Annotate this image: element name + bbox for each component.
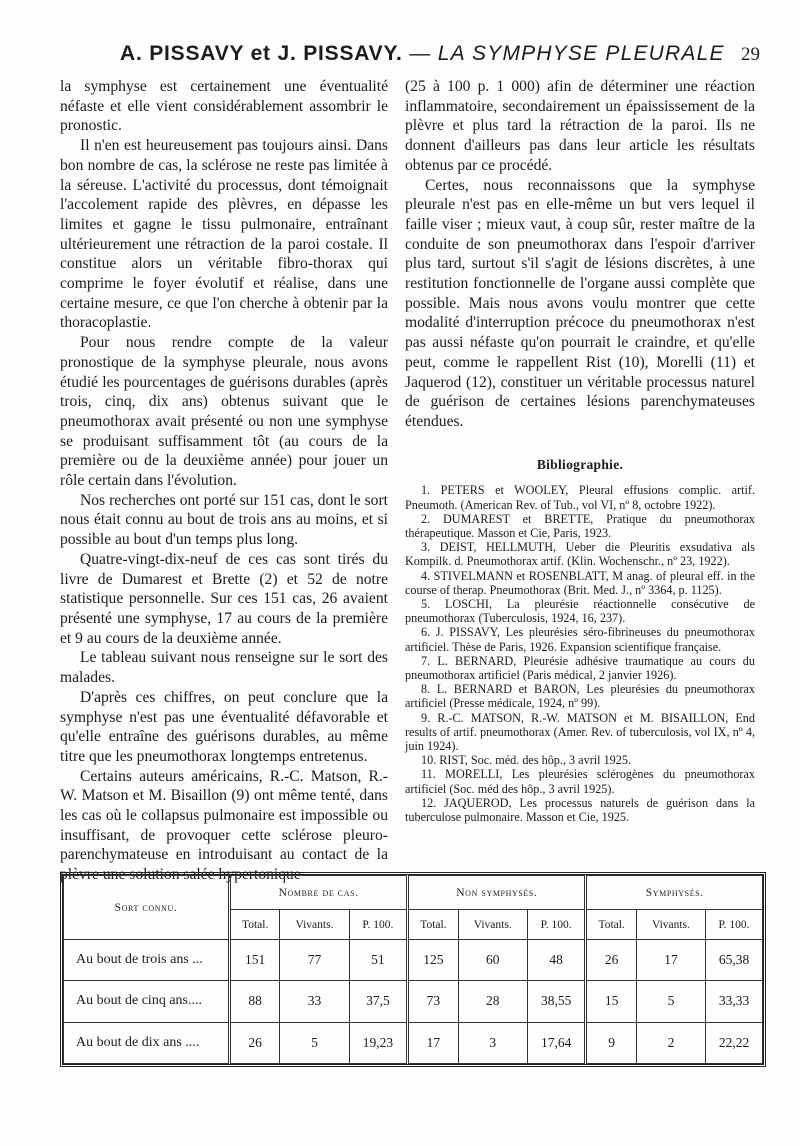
table-cell: 33 xyxy=(280,981,349,1022)
paragraph: Nos recherches ont porté sur 151 cas, dont le sort nous était connu au bout de trois ans au moins, et si possible au bout d'un temps plus long. xyxy=(60,491,388,549)
table-subheader: Vivants. xyxy=(636,910,705,940)
results-table xyxy=(60,872,766,1067)
table-subheader: Total. xyxy=(230,910,280,940)
row-label: Au bout de trois ans ... xyxy=(64,940,230,981)
table-cell: 17 xyxy=(408,1022,458,1063)
page-number: 29 xyxy=(741,44,760,65)
table-cell: 17,64 xyxy=(527,1022,586,1063)
bibliography-entry: 9. R.-C. MATSON, R.-W. MATSON et M. BISAILLON, End results of artif. pneumothorax (Amer. Rev. of tuberculosis, vol IX, nº 4, juin 1924). xyxy=(405,710,755,754)
table-subheader: P. 100. xyxy=(527,910,586,940)
row-label: Au bout de cinq ans.... xyxy=(64,981,230,1022)
bibliography-entry: 8. L. BERNARD et BARON, Les pleurésies du pneumothorax artificiel (Presse médicale, 1924, nº 99). xyxy=(405,682,755,711)
table-cell: 28 xyxy=(458,981,527,1022)
table-cell: 48 xyxy=(527,940,586,981)
paragraph: Certains auteurs américains, R.-C. Matson, R.-W. Matson et M. Bisaillon (9) ont même tenté, dans les cas où le collapsus pulmonaire est impossible ou insuffisant, de provoquer cette sclérose pleuro-parenchymateuse en introduisant au contact de la plèvre une solution salée hypertonique xyxy=(60,767,388,884)
table-header-group: Symphysés. xyxy=(586,876,763,910)
bibliography-title: Bibliographie. xyxy=(536,456,624,472)
table-cell: 77 xyxy=(280,940,349,981)
table-header-group: Nombre de cas. xyxy=(230,876,408,910)
table-cell: 51 xyxy=(349,940,408,981)
table-header-group: Non symphysés. xyxy=(408,876,586,910)
table-cell: 60 xyxy=(458,940,527,981)
table-subheader: Vivants. xyxy=(280,910,349,940)
table-cell: 9 xyxy=(586,1022,636,1063)
paragraph: Certes, nous reconnaissons que la symphyse pleurale n'est pas en elle-même un but vers lequel il faille viser ; mieux vaut, à coup sûr, rester maître de la conduite de son pneumothorax dans l'espoir d'arriver plus tard, surtout s'il s'agit de lésions discrètes, à une restitution fonctionnelle de l'organe aussi complète que possible. Mais nous avons voulu montrer que cette modalité d'interruption précoce du pneumothorax n'est pas aussi néfaste qu'on pourrait le craindre, et qu'elle peut, comme le rappellent Rist (10), Morelli (11) et Jaquerod (12), constituer un véritable processus naturel de guérison de certaines lésions parenchymateuses étendues. xyxy=(405,176,755,430)
table-cell: 26 xyxy=(586,940,636,981)
table-cell: 125 xyxy=(408,940,458,981)
table-cell: 22,22 xyxy=(706,1022,763,1063)
article-title: LA SYMPHYSE PLEURALE xyxy=(437,42,725,65)
paragraph: (25 à 100 p. 1 000) afin de déterminer une réaction inflammatoire, secondairement un épaississement de la plèvre et plus tard la rétraction de la paroi. Ils ne donnent d'ailleurs pas dans leur article les résultats obtenus par ce procédé. xyxy=(405,78,755,174)
row-label: Au bout de dix ans .... xyxy=(64,1022,230,1063)
table-cell: 2 xyxy=(636,1022,705,1063)
table-cell: 33,33 xyxy=(706,981,763,1022)
table-subheader: Total. xyxy=(586,910,636,940)
paragraph: Le tableau suivant nous renseigne sur le sort des malades. xyxy=(60,649,388,687)
table-cell: 15 xyxy=(586,981,636,1022)
paragraph: Pour nous rendre compte de la valeur pronostique de la symphyse pleurale, nous avons étudié les pourcentages de guérisons durables (après trois, cinq, dix ans) obtenus suivant que le pneumothorax avait présenté ou non une symphyse se produisant suffisamment tôt (au cours de la première ou de la deuxième année) pour jouer un rôle certain dans l'évolution. xyxy=(60,334,388,490)
table-row xyxy=(64,1022,763,1063)
bibliography-entry: 10. RIST, Soc. méd. des hôp., 3 avril 1925. xyxy=(421,753,631,768)
table-cell: 5 xyxy=(280,1022,349,1063)
header-dash: — xyxy=(409,42,432,65)
bibliography-entry: 11. MORELLI, Les pleurésies sclérogènes du pneumothorax artificiel (Soc. méd des hôp., 3 avril 1925). xyxy=(405,767,755,796)
bibliography-entry: 12. JAQUEROD, Les processus naturels de guérison dans la tuberculose pulmonaire. Masson et Cie, 1925. xyxy=(405,795,755,825)
table-cell: 26 xyxy=(230,1022,280,1063)
table-cell: 37,5 xyxy=(349,981,408,1022)
table-cell: 19,23 xyxy=(349,1022,408,1063)
paragraph: Il n'en est heureusement pas toujours ainsi. Dans bon nombre de cas, la sclérose ne reste pas limitée à la séreuse. L'activité du processus, dont témoignait l'accolement rapide des plèvres, en dépasse les limites et gagne le tissu pulmonaire, entraînant ultérieurement une rétraction de la paroi costale. Il constitue alors un véritable fibro-thorax qui comprime le foyer évolutif et réalise, dans une certaine mesure, ce que l'on cherche à obtenir par la thoracoplastie. xyxy=(60,137,388,332)
bibliography-list xyxy=(405,483,755,824)
table-cell: 151 xyxy=(230,940,280,981)
bibliography-entry: 1. PETERS et WOOLEY, Pleural effusions complic. artif. Pneumoth. (American Rev. of Tub., vol VI, nº 8, octobre 1922). xyxy=(405,483,755,512)
paragraph: Quatre-vingt-dix-neuf de ces cas sont tirés du livre de Dumarest et Brette (2) et 52 de notre statistique personnelle. Sur ces 151 cas, 26 avaient présenté une symphyse, 17 au cours de la première et 9 au cours de la deuxième année. xyxy=(60,550,388,647)
header-authors: A. PISSAVY et J. PISSAVY. xyxy=(120,42,403,65)
bibliography-entry: 5. LOSCHI, La pleurésie réactionnelle consécutive de pneumothorax (Tuberculosis, 1924, 16, 237). xyxy=(405,596,755,626)
right-column xyxy=(405,77,755,824)
table-header-outcome: Sort connu. xyxy=(64,876,230,940)
bibliography-entry: 3. DEIST, HELLMUTH, Ueber die Pleuritis exsudativa als Kompilk. d. Pneumothorax artif. (Klin. Wochenschr., nº 23, 1922). xyxy=(405,540,755,569)
bibliography-entry: 4. STIVELMANN et ROSENBLATT, M anag. of pleural eff. in the course of therap. Pneumothorax (Brit. Med. J., nº 3364, p. 1125). xyxy=(405,568,755,597)
table-cell: 73 xyxy=(408,981,458,1022)
table-subheader: P. 100. xyxy=(706,910,763,940)
table-subheader: Total. xyxy=(408,910,458,940)
bibliography-entry: 7. L. BERNARD, Pleurésie adhésive traumatique au cours du pneumothorax artificiel (Paris médical, 2 janvier 1926). xyxy=(405,653,755,682)
table-cell: 17 xyxy=(636,940,705,981)
table-cell: 38,55 xyxy=(527,981,586,1022)
table-subheader: Vivants. xyxy=(458,910,527,940)
table-subheader: P. 100. xyxy=(349,910,408,940)
table-row xyxy=(64,981,763,1022)
bibliography-entry: 2. DUMAREST et BRETTE, Pratique du pneumothorax thérapeutique. Masson et Cie, Paris, 1923. xyxy=(405,511,755,540)
header-title xyxy=(120,42,725,66)
table-cell: 3 xyxy=(458,1022,527,1063)
table-cell: 65,38 xyxy=(706,940,763,981)
table-cell: 5 xyxy=(636,981,705,1022)
paragraph: la symphyse est certainement une éventualité néfaste et elle vient considérablement assombrir le pronostic. xyxy=(60,78,388,135)
bibliography-entry: 6. J. PISSAVY, Les pleurésies séro-fibrineuses du pneumothorax artificiel. Thèse de Paris, 1926. Expansion scientifique française. xyxy=(405,625,755,654)
paragraph: D'après ces chiffres, on peut conclure que la symphyse n'est pas une éventualité défavorable et qu'elle entraîne des guérisons durables, au même titre que les pneumothorax longtemps entretenus. xyxy=(60,688,388,765)
table-cell: 88 xyxy=(230,981,280,1022)
running-header xyxy=(70,42,760,76)
table-row xyxy=(64,940,763,981)
left-column xyxy=(60,77,388,885)
